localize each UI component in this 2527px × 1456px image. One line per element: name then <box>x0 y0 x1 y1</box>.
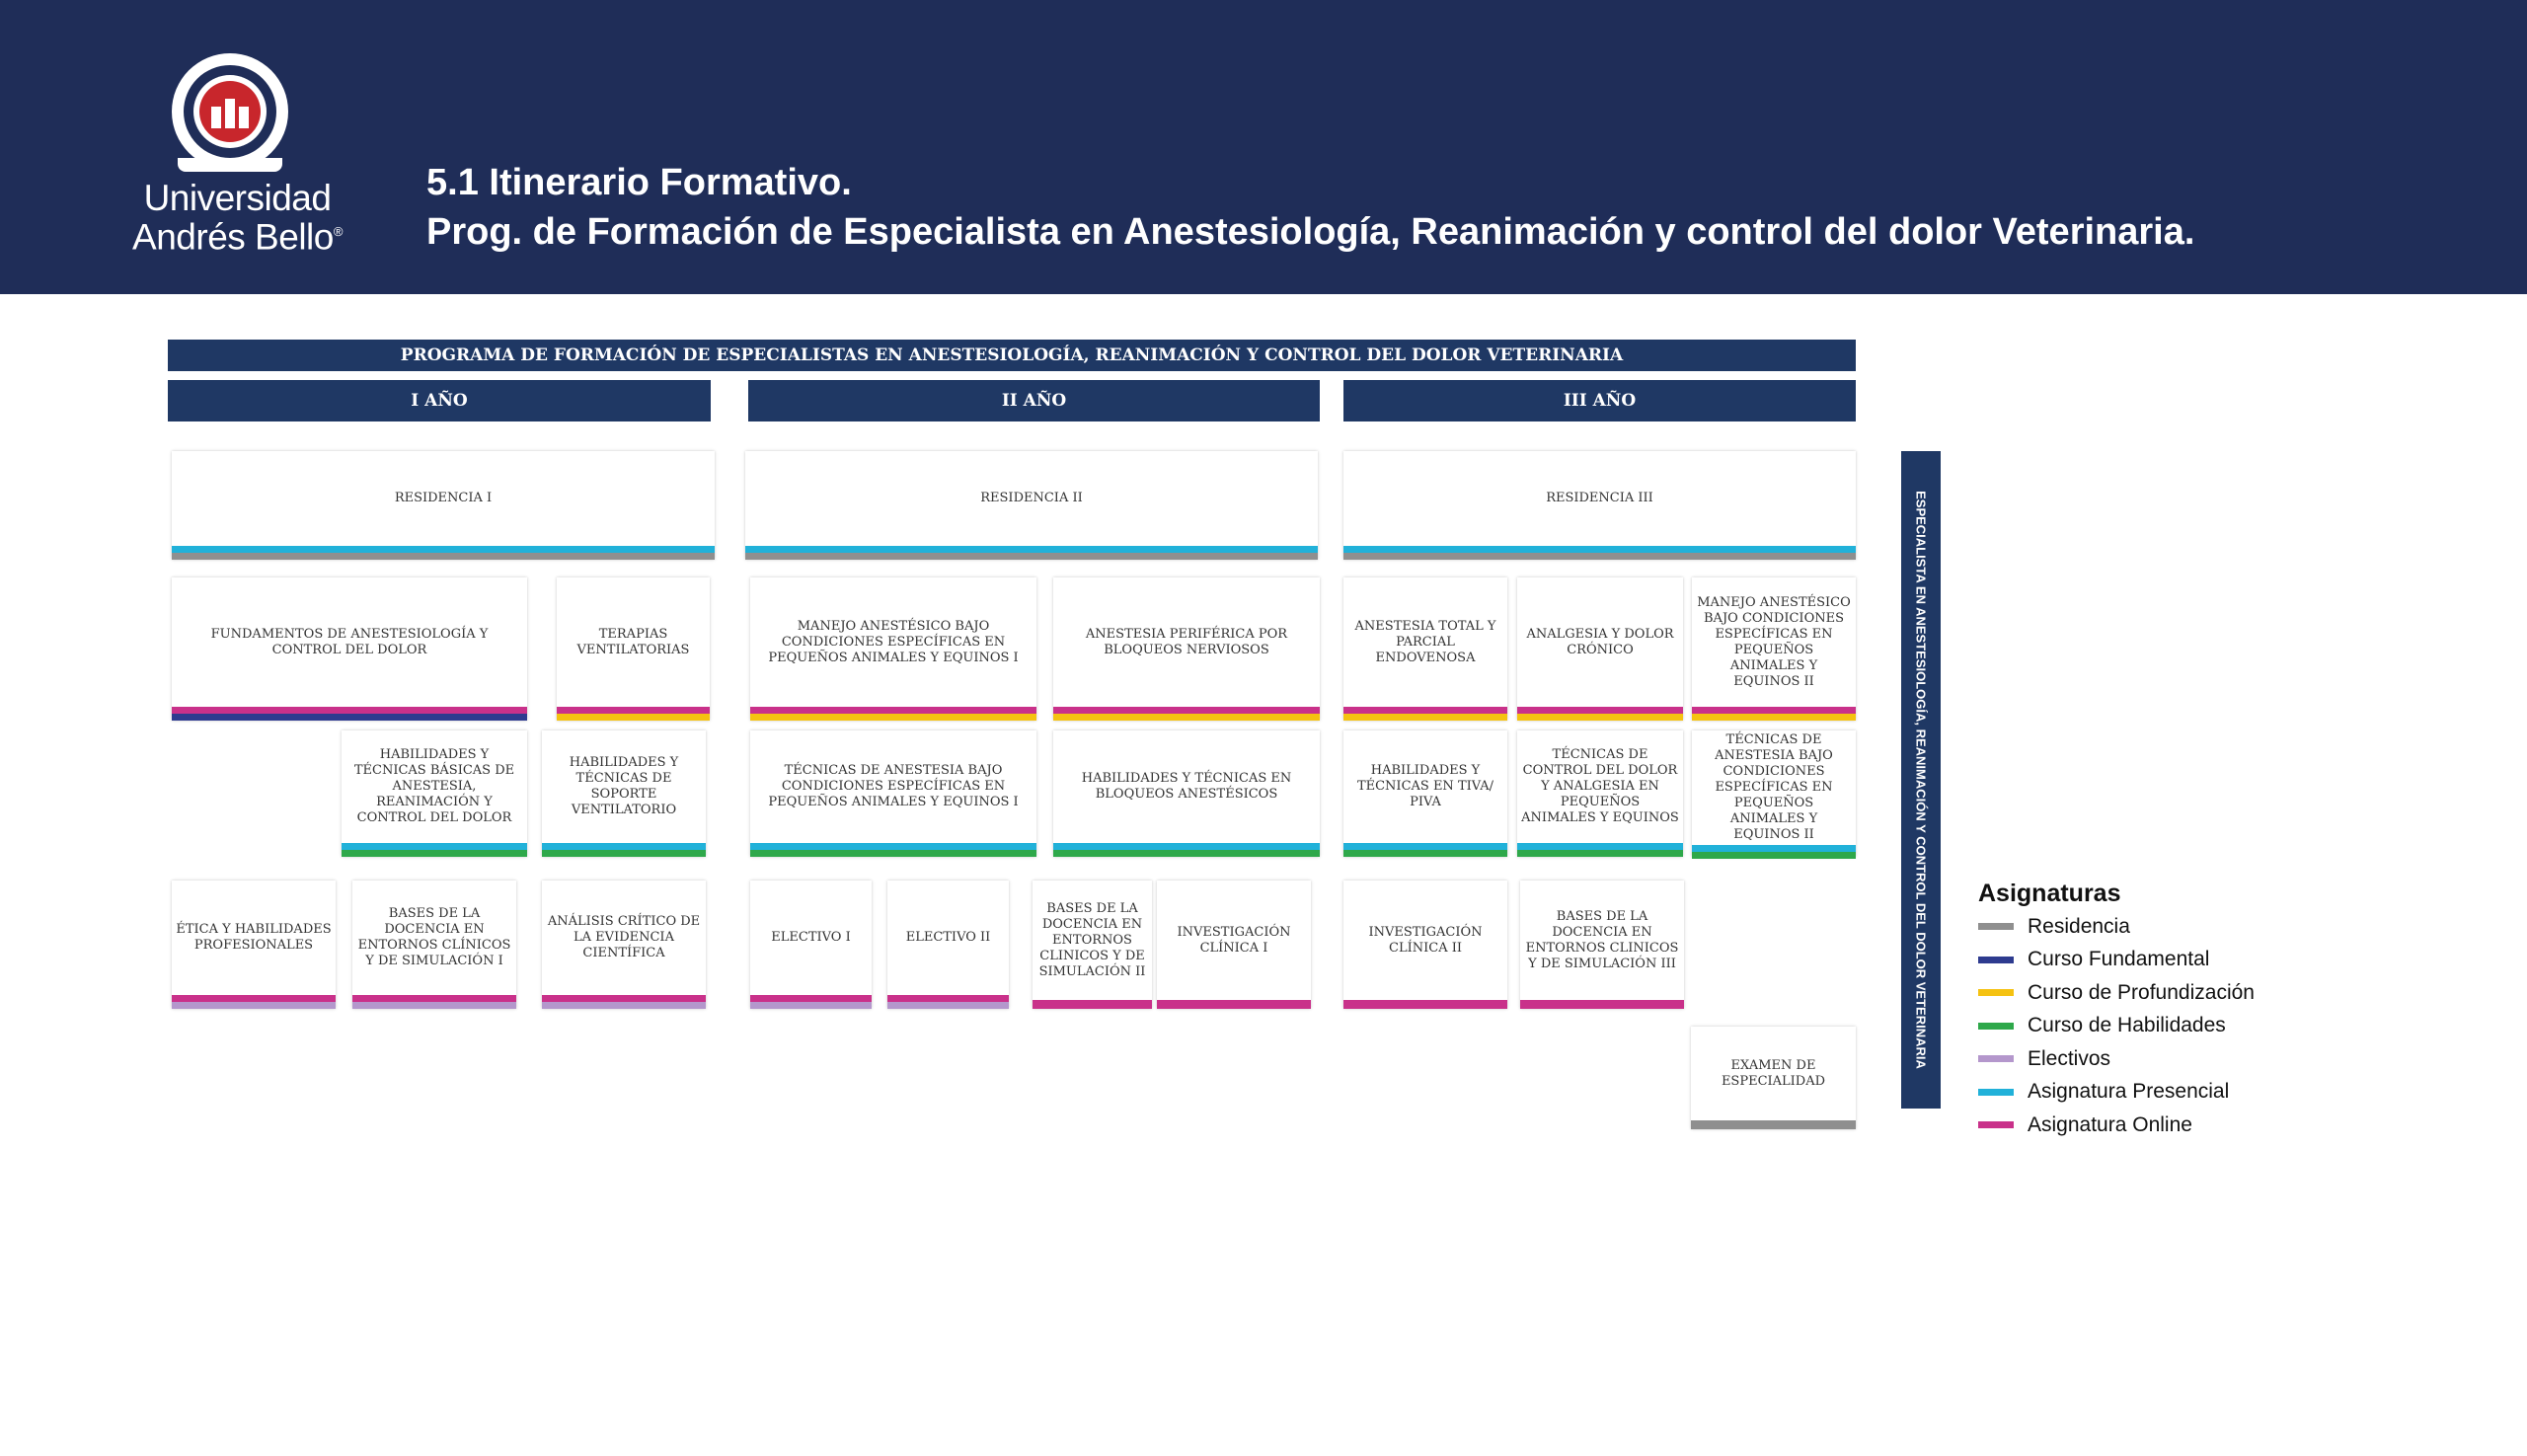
legend-label: Curso Fundamental <box>2028 948 2210 971</box>
course-label: INVESTIGACIÓN CLÍNICA I <box>1177 924 1291 956</box>
specialist-vertical-label: ESPECIALISTA EN ANESTESIOLOGÍA, REANIMACIÓN Y CONTROL DEL DOLOR VETERINARIA <box>1913 491 1929 1069</box>
course-stripe-presencial <box>1343 546 1856 553</box>
course-label: RESIDENCIA III <box>1546 491 1653 505</box>
course-stripe-electivos <box>887 1002 1009 1009</box>
course-stripe-online <box>1692 707 1856 714</box>
course-label: MANEJO ANESTÉSICO BAJO CONDICIONES ESPECÍFICAS EN PEQUEÑOS ANIMALES Y EQUINOS II <box>1697 594 1851 689</box>
course-stripe-online <box>172 995 336 1002</box>
course-box <box>1343 881 1507 1009</box>
legend-swatch <box>1978 1055 2014 1062</box>
course-stripe-profundizacion <box>1517 714 1683 721</box>
course-stripe-habilidades <box>1053 850 1320 857</box>
university-logo <box>116 49 358 257</box>
course-label: HABILIDADES Y TÉCNICAS EN BLOQUEOS ANESTÉSICOS <box>1081 771 1292 802</box>
course-box <box>172 451 715 560</box>
legend <box>1978 877 2255 1142</box>
course-stripe-residencia <box>172 553 715 560</box>
course-label: ELECTIVO II <box>905 930 991 945</box>
course-stripe-electivos <box>172 1002 336 1009</box>
course-stripe-electivos <box>352 1002 516 1009</box>
course-label: FUNDAMENTOS DE ANESTESIOLOGÍA Y CONTROL DEL DOLOR <box>210 626 489 657</box>
course-label: TERAPIAS VENTILATORIAS <box>576 626 690 657</box>
course-box <box>172 577 527 721</box>
course-stripe-online <box>1053 707 1320 714</box>
course-box <box>1691 1027 1856 1129</box>
page-title <box>426 158 2194 257</box>
registered-mark: ® <box>333 224 343 239</box>
course-label: HABILIDADES Y TÉCNICAS DE SOPORTE VENTILATORIO <box>569 755 679 817</box>
course-box <box>1053 577 1320 721</box>
course-label: ÉTICA Y HABILIDADES PROFESIONALES <box>176 922 332 953</box>
year-2-header: II AÑO <box>748 380 1320 421</box>
university-name-line1: Universidad <box>143 178 332 218</box>
program-title-bar: PROGRAMA DE FORMACIÓN DE ESPECIALISTAS EN ANESTESIOLOGÍA, REANIMACIÓN Y CONTROL DEL DOLOR VETERINARIA <box>168 340 1856 371</box>
course-stripe-online <box>542 995 706 1002</box>
legend-item <box>1978 1076 2255 1110</box>
course-box <box>750 730 1036 857</box>
course-stripe-habilidades <box>1692 852 1856 859</box>
course-stripe-presencial <box>1692 845 1856 852</box>
legend-swatch <box>1978 957 2014 963</box>
course-box <box>1053 730 1320 857</box>
course-stripe-presencial <box>172 546 715 553</box>
course-stripe-online <box>1343 707 1507 714</box>
header-banner <box>0 0 2527 294</box>
course-box <box>1033 881 1152 1009</box>
legend-swatch <box>1978 989 2014 996</box>
course-stripe-online <box>172 707 527 714</box>
course-box <box>1343 577 1507 721</box>
legend-item <box>1978 910 2255 944</box>
course-stripe-presencial <box>342 843 527 850</box>
course-label: HABILIDADES Y TÉCNICAS EN TIVA/ PIVA <box>1356 763 1494 809</box>
logo-wordmark <box>116 178 358 258</box>
course-label: ANESTESIA PERIFÉRICA POR BLOQUEOS NERVIOSOS <box>1085 626 1288 657</box>
legend-swatch <box>1978 1023 2014 1030</box>
course-label: INVESTIGACIÓN CLÍNICA II <box>1368 924 1483 956</box>
course-box <box>750 881 872 1009</box>
course-box <box>1692 730 1856 857</box>
course-stripe-profundizacion <box>557 714 710 721</box>
year-1-header: I AÑO <box>168 380 711 421</box>
course-box <box>1517 730 1683 857</box>
course-box <box>1520 881 1684 1009</box>
course-label: ELECTIVO I <box>771 930 851 945</box>
course-label: BASES DE LA DOCENCIA EN ENTORNOS CLINICOS Y DE SIMULACIÓN II <box>1038 900 1146 979</box>
legend-item <box>1978 1109 2255 1142</box>
course-box <box>1692 577 1856 721</box>
course-label: ANÁLISIS CRÍTICO DE LA EVIDENCIA CIENTÍFICA <box>547 914 701 960</box>
course-box <box>745 451 1318 560</box>
title-line-2: Prog. de Formación de Especialista en Anestesiología, Reanimación y control del dolor Veterinaria. <box>426 211 2195 253</box>
course-label: ANALGESIA Y DOLOR CRÓNICO <box>1526 626 1674 657</box>
course-box <box>1517 577 1683 721</box>
legend-label: Curso de Profundización <box>2028 980 2255 1004</box>
course-stripe-residencia <box>1691 1120 1856 1129</box>
course-box <box>1343 730 1507 857</box>
course-stripe-presencial <box>1053 843 1320 850</box>
course-box <box>542 881 706 1009</box>
course-stripe-online <box>1343 1000 1507 1009</box>
course-box <box>887 881 1009 1009</box>
legend-items <box>1978 910 2255 1142</box>
course-box <box>352 881 516 1009</box>
course-box <box>342 730 527 857</box>
course-label: TÉCNICAS DE ANESTESIA BAJO CONDICIONES ESPECÍFICAS EN PEQUEÑOS ANIMALES Y EQUINOS I <box>768 763 1019 809</box>
legend-item <box>1978 976 2255 1010</box>
course-stripe-habilidades <box>342 850 527 857</box>
legend-label: Curso de Habilidades <box>2028 1014 2226 1037</box>
specialist-vertical-bar <box>1901 451 1941 1109</box>
course-stripe-habilidades <box>750 850 1036 857</box>
course-stripe-presencial <box>745 546 1318 553</box>
legend-label: Residencia <box>2028 914 2130 938</box>
course-label: BASES DE LA DOCENCIA EN ENTORNOS CLÍNICOS Y DE SIMULACIÓN I <box>357 906 511 968</box>
course-stripe-residencia <box>745 553 1318 560</box>
course-label: TÉCNICAS DE ANESTESIA BAJO CONDICIONES ESPECÍFICAS EN PEQUEÑOS ANIMALES Y EQUINOS II <box>1715 732 1833 842</box>
course-label: HABILIDADES Y TÉCNICAS BÁSICAS DE ANESTESIA, REANIMACIÓN Y CONTROL DEL DOLOR <box>353 747 515 825</box>
university-name-line2: Andrés Bello <box>132 216 334 258</box>
title-line-1: 5.1 Itinerario Formativo. <box>426 162 852 203</box>
year-3-header: III AÑO <box>1343 380 1856 421</box>
course-stripe-online <box>887 995 1009 1002</box>
course-box <box>557 577 710 721</box>
legend-swatch <box>1978 1121 2014 1128</box>
course-stripe-online <box>750 707 1036 714</box>
course-label: RESIDENCIA I <box>394 491 493 505</box>
course-label: BASES DE LA DOCENCIA EN ENTORNOS CLINICOS Y DE SIMULACIÓN III <box>1525 908 1679 971</box>
course-stripe-residencia <box>1343 553 1856 560</box>
course-stripe-profundizacion <box>750 714 1036 721</box>
course-stripe-presencial <box>1343 843 1507 850</box>
legend-swatch <box>1978 1089 2014 1096</box>
course-stripe-online <box>352 995 516 1002</box>
course-label: TÉCNICAS DE CONTROL DEL DOLOR Y ANALGESIA EN PEQUEÑOS ANIMALES Y EQUINOS <box>1521 747 1679 825</box>
course-stripe-profundizacion <box>1692 714 1856 721</box>
course-label: EXAMEN DE ESPECIALIDAD <box>1721 1057 1826 1089</box>
course-label: MANEJO ANESTÉSICO BAJO CONDICIONES ESPECÍFICAS EN PEQUEÑOS ANIMALES Y EQUINOS I <box>768 618 1019 665</box>
legend-label: Asignatura Online <box>2028 1112 2192 1136</box>
legend-label: Electivos <box>2028 1046 2111 1070</box>
course-stripe-fundamental <box>172 714 527 721</box>
course-stripe-profundizacion <box>1053 714 1320 721</box>
legend-label: Asignatura Presencial <box>2028 1080 2230 1104</box>
course-label: RESIDENCIA II <box>980 491 1083 505</box>
course-stripe-presencial <box>1517 843 1683 850</box>
logo-seal-icon <box>172 53 288 170</box>
course-stripe-electivos <box>750 1002 872 1009</box>
course-stripe-profundizacion <box>1343 714 1507 721</box>
course-stripe-habilidades <box>1343 850 1507 857</box>
legend-item <box>1978 1010 2255 1043</box>
course-stripe-habilidades <box>1517 850 1683 857</box>
course-box <box>172 881 336 1009</box>
course-box <box>1157 881 1311 1009</box>
course-stripe-online <box>1517 707 1683 714</box>
course-box <box>542 730 706 857</box>
course-stripe-online <box>557 707 710 714</box>
legend-item <box>1978 1042 2255 1076</box>
legend-item <box>1978 944 2255 977</box>
course-stripe-presencial <box>750 843 1036 850</box>
legend-title: Asignaturas <box>1978 880 2121 907</box>
course-stripe-presencial <box>542 843 706 850</box>
course-stripe-online <box>1033 1000 1152 1009</box>
course-stripe-online <box>750 995 872 1002</box>
course-box <box>750 577 1036 721</box>
legend-swatch <box>1978 923 2014 930</box>
course-stripe-electivos <box>542 1002 706 1009</box>
course-stripe-online <box>1520 1000 1684 1009</box>
course-stripe-online <box>1157 1000 1311 1009</box>
course-label: ANESTESIA TOTAL Y PARCIAL ENDOVENOSA <box>1354 618 1496 665</box>
course-box <box>1343 451 1856 560</box>
course-stripe-habilidades <box>542 850 706 857</box>
